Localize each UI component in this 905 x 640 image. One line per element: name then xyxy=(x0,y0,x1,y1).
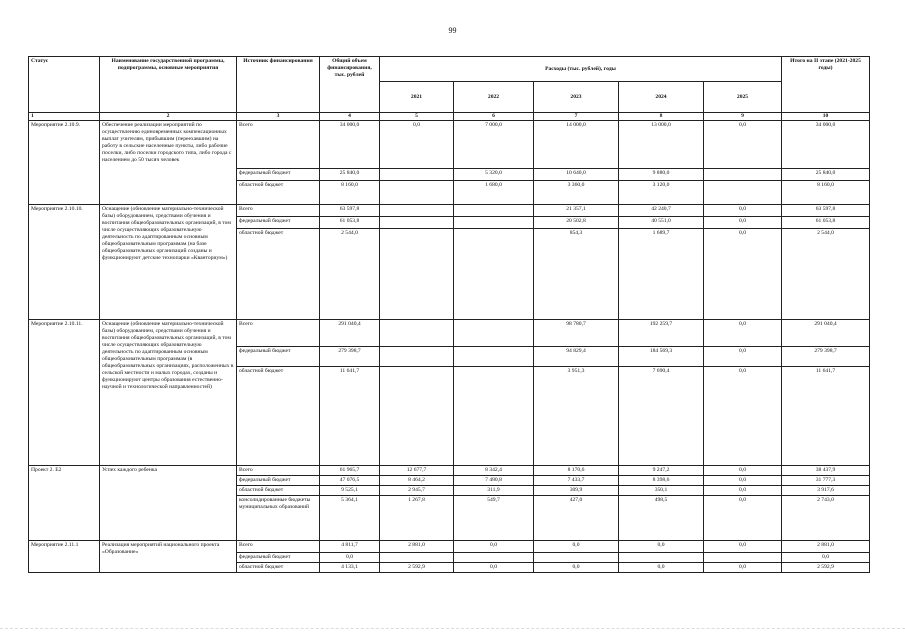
amount-cell: 0,0 xyxy=(534,562,619,572)
amount-cell: 10 640,0 xyxy=(534,169,619,181)
amount-cell xyxy=(454,320,534,347)
source-cell: Всего xyxy=(237,205,320,217)
amount-cell: 7 690,4 xyxy=(619,367,704,466)
source-cell: областной бюджет xyxy=(237,229,320,320)
amount-cell: 11 641,7 xyxy=(782,367,870,466)
source-cell: областной бюджет xyxy=(237,485,320,495)
amount-cell xyxy=(454,552,534,562)
column-number: 8 xyxy=(619,113,704,121)
amount-cell: 0,0 xyxy=(704,562,782,572)
amount-cell: 5 320,0 xyxy=(454,169,534,181)
amount-cell: 854,3 xyxy=(534,229,619,320)
header-year: 2025 xyxy=(704,82,782,113)
amount-cell: 38 437,9 xyxy=(782,466,870,476)
amount-cell: 3 360,0 xyxy=(534,181,619,205)
header-total: Общий объем финансирования, тыс. рублей xyxy=(320,57,380,113)
column-number: 4 xyxy=(320,113,380,121)
amount-cell: 7 000,0 xyxy=(454,121,534,169)
amount-cell xyxy=(380,320,454,347)
amount-cell: 427,0 xyxy=(534,495,619,540)
activity-name-cell: Обеспечение реализации мероприятий по осуществлению единовременных компенсационных выплат учителям, прибывшим (переехавшим) на работу в сельские населенные пункты, либо рабочие поселки, либо поселки городского типа, либо города с населением до 50 тысяч человек xyxy=(100,121,237,205)
amount-cell: 8 160,0 xyxy=(320,181,380,205)
amount-cell: 2 544,0 xyxy=(782,229,870,320)
activity-name-cell: Успех каждого ребенка xyxy=(100,466,237,541)
amount-cell xyxy=(704,169,782,181)
amount-cell: 0,0 xyxy=(704,475,782,485)
amount-cell: 9 525,1 xyxy=(320,485,380,495)
source-cell: федеральный бюджет xyxy=(237,217,320,229)
table-row xyxy=(29,121,870,169)
status-cell: Мероприятие 2.10.10. xyxy=(29,205,100,320)
amount-cell: 0,0 xyxy=(704,347,782,367)
amount-cell: 13 000,0 xyxy=(619,121,704,169)
amount-cell: 4 133,1 xyxy=(320,562,380,572)
table-row xyxy=(29,540,870,552)
source-cell: федеральный бюджет xyxy=(237,347,320,367)
status-cell: Проект 2. Е2 xyxy=(29,466,100,541)
header-year: 2023 xyxy=(534,82,619,113)
amount-cell: 0,0 xyxy=(454,562,534,572)
amount-cell: 94 829,4 xyxy=(534,347,619,367)
column-number: 9 xyxy=(704,113,782,121)
amount-cell: 9 247,2 xyxy=(619,466,704,476)
amount-cell: 2 592,9 xyxy=(380,562,454,572)
amount-cell xyxy=(380,367,454,466)
amount-cell: 291 040,4 xyxy=(320,320,380,347)
amount-cell: 31 777,3 xyxy=(782,475,870,485)
amount-cell xyxy=(380,347,454,367)
amount-cell: 61 053,8 xyxy=(782,217,870,229)
amount-cell xyxy=(380,217,454,229)
header-year: 2024 xyxy=(619,82,704,113)
amount-cell: 0,0 xyxy=(704,229,782,320)
status-cell: Мероприятие 2.10.11. xyxy=(29,320,100,466)
amount-cell: 12 677,7 xyxy=(380,466,454,476)
amount-cell: 2 881,0 xyxy=(782,540,870,552)
amount-cell: 7 433,7 xyxy=(534,475,619,485)
source-cell: Всего xyxy=(237,466,320,476)
header-stage-total: Итого на II этапе (2021-2025 годы) xyxy=(782,57,870,113)
amount-cell: 498,5 xyxy=(619,495,704,540)
amount-cell: 0,0 xyxy=(380,121,454,169)
amount-cell: 8 170,6 xyxy=(534,466,619,476)
amount-cell: 279 398,7 xyxy=(782,347,870,367)
status-cell: Мероприятие 2.10.9. xyxy=(29,121,100,205)
amount-cell xyxy=(380,229,454,320)
page-number: 99 xyxy=(448,26,457,35)
amount-cell: 34 000,0 xyxy=(782,121,870,169)
amount-cell: 1 680,0 xyxy=(454,181,534,205)
amount-cell xyxy=(534,552,619,562)
amount-cell xyxy=(380,205,454,217)
activity-name-cell: Оснащение (обновление материально-технической базы) оборудованием, средствами обучения и воспитания общеобразовательных организаций, в том числе осуществляющих образовательную деятельность по адаптированным основным общеобразовательным программам (в общеобразовательных организациях, расположенных в сельской местности и малых городах, созданы и функционируют центры образования естественно-научной и технологической направленностей) xyxy=(100,320,237,466)
amount-cell: 549,7 xyxy=(454,495,534,540)
amount-cell: 2 881,0 xyxy=(380,540,454,552)
amount-cell: 5 364,1 xyxy=(320,495,380,540)
column-number: 6 xyxy=(454,113,534,121)
column-number: 5 xyxy=(380,113,454,121)
amount-cell: 0,0 xyxy=(704,320,782,347)
amount-cell: 0,0 xyxy=(704,217,782,229)
amount-cell: 350,1 xyxy=(619,485,704,495)
amount-cell: 8 160,0 xyxy=(782,181,870,205)
amount-cell xyxy=(380,181,454,205)
amount-cell: 0,0 xyxy=(534,540,619,552)
amount-cell: 192 259,7 xyxy=(619,320,704,347)
amount-cell: 184 569,3 xyxy=(619,347,704,367)
table-row xyxy=(29,466,870,476)
amount-cell: 2 945,7 xyxy=(380,485,454,495)
amount-cell: 7 480,8 xyxy=(454,475,534,485)
amount-cell: 3 951,3 xyxy=(534,367,619,466)
amount-cell: 4 811,7 xyxy=(320,540,380,552)
source-cell: федеральный бюджет xyxy=(237,475,320,485)
amount-cell: 0,0 xyxy=(782,552,870,562)
source-cell: федеральный бюджет xyxy=(237,169,320,181)
amount-cell: 0,0 xyxy=(704,485,782,495)
source-cell: Всего xyxy=(237,540,320,552)
activity-name-cell: Реализация мероприятий национального проекта «Образование» xyxy=(100,540,237,572)
amount-cell: 25 840,0 xyxy=(782,169,870,181)
amount-cell xyxy=(454,367,534,466)
header-name: Наименование государственной программы, подпрограммы, основные мероприятия xyxy=(100,57,237,113)
amount-cell xyxy=(454,229,534,320)
amount-cell xyxy=(454,347,534,367)
amount-cell xyxy=(704,181,782,205)
source-cell: Всего xyxy=(237,121,320,169)
amount-cell xyxy=(704,552,782,562)
amount-cell: 2 743,0 xyxy=(782,495,870,540)
source-cell: областной бюджет xyxy=(237,367,320,466)
amount-cell xyxy=(619,552,704,562)
amount-cell: 279 398,7 xyxy=(320,347,380,367)
amount-cell: 98 780,7 xyxy=(534,320,619,347)
amount-cell: 8 342,4 xyxy=(454,466,534,476)
amount-cell: 8 398,6 xyxy=(619,475,704,485)
amount-cell xyxy=(454,217,534,229)
amount-cell: 21 357,1 xyxy=(534,205,619,217)
amount-cell: 2 544,0 xyxy=(320,229,380,320)
amount-cell: 14 000,0 xyxy=(534,121,619,169)
amount-cell xyxy=(380,552,454,562)
amount-cell: 9 880,0 xyxy=(619,169,704,181)
source-cell: федеральный бюджет xyxy=(237,552,320,562)
amount-cell: 291 040,4 xyxy=(782,320,870,347)
amount-cell: 63 597,8 xyxy=(782,205,870,217)
amount-cell: 309,9 xyxy=(534,485,619,495)
header-year: 2021 xyxy=(380,82,454,113)
status-cell: Мероприятие 2.11.1 xyxy=(29,540,100,572)
column-number: 7 xyxy=(534,113,619,121)
amount-cell: 61 965,7 xyxy=(320,466,380,476)
amount-cell xyxy=(380,169,454,181)
amount-cell: 0,0 xyxy=(704,466,782,476)
amount-cell: 34 000,0 xyxy=(320,121,380,169)
amount-cell: 0,0 xyxy=(619,540,704,552)
amount-cell: 20 502,8 xyxy=(534,217,619,229)
amount-cell: 11 641,7 xyxy=(320,367,380,466)
source-cell: консолидированные бюджеты муниципальных образований xyxy=(237,495,320,540)
amount-cell: 25 840,0 xyxy=(320,169,380,181)
column-number: 3 xyxy=(237,113,320,121)
amount-cell: 0,0 xyxy=(454,540,534,552)
source-cell: областной бюджет xyxy=(237,181,320,205)
amount-cell: 0,0 xyxy=(320,552,380,562)
amount-cell: 61 053,8 xyxy=(320,217,380,229)
amount-cell: 0,0 xyxy=(619,562,704,572)
amount-cell: 3 917,6 xyxy=(782,485,870,495)
column-number: 10 xyxy=(782,113,870,121)
column-number: 1 xyxy=(29,113,100,121)
amount-cell: 311,9 xyxy=(454,485,534,495)
header-expenses: Расходы (тыс. рублей), годы xyxy=(380,57,782,82)
amount-cell xyxy=(454,205,534,217)
amount-cell: 42 240,7 xyxy=(619,205,704,217)
source-cell: Всего xyxy=(237,320,320,347)
amount-cell: 0,0 xyxy=(704,205,782,217)
amount-cell: 2 592,9 xyxy=(782,562,870,572)
header-status: Статус xyxy=(29,57,100,113)
source-cell: областной бюджет xyxy=(237,562,320,572)
amount-cell: 63 597,8 xyxy=(320,205,380,217)
column-number: 2 xyxy=(100,113,237,121)
amount-cell: 0,0 xyxy=(704,367,782,466)
financing-table xyxy=(28,56,870,573)
amount-cell: 0,0 xyxy=(704,495,782,540)
table-row xyxy=(29,205,870,217)
amount-cell: 3 120,0 xyxy=(619,181,704,205)
amount-cell: 8 464,2 xyxy=(380,475,454,485)
amount-cell: 1 689,7 xyxy=(619,229,704,320)
amount-cell: 0,0 xyxy=(704,540,782,552)
amount-cell: 0,0 xyxy=(704,121,782,169)
amount-cell: 47 076,5 xyxy=(320,475,380,485)
scan-artifact xyxy=(0,628,905,633)
header-source: Источник финансирования xyxy=(237,57,320,113)
activity-name-cell: Оснащение (обновление материально-технической базы) оборудованием, средствами обучения и воспитания общеобразовательных организаций, в том числе осуществляющих образовательную деятельность по адаптированным основным общеобразовательным программам (на базе общеобразовательных организаций созданы и функционируют детские технопарки «Кванториум») xyxy=(100,205,237,320)
amount-cell: 40 551,0 xyxy=(619,217,704,229)
header-year: 2022 xyxy=(454,82,534,113)
table-row xyxy=(29,320,870,347)
amount-cell: 1 267,8 xyxy=(380,495,454,540)
